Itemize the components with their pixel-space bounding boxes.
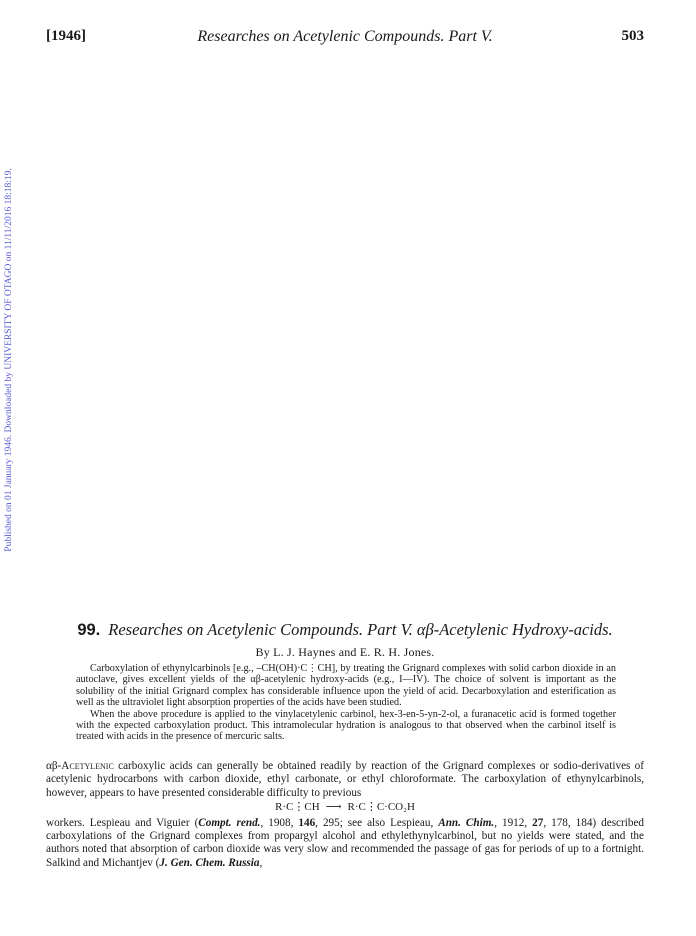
download-notice-text: Published on 01 January 1946. Downloaded by UNIVERSITY OF OTAGO on 11/11/2016 18:18:19. <box>4 168 14 552</box>
download-notice <box>2 140 16 580</box>
article-authors: By L. J. Haynes and E. R. H. Jones. <box>255 645 435 659</box>
equation-product: R·C⋮C·CO₂H <box>347 801 415 814</box>
abstract-paragraph-2: When the above procedure is applied to the vinylacetylenic carbinol, hex-3-en-5-yn-2-ol, a furanacetic acid is formed together with the expected carboxylation product. This intramolecular hydration is analogous to that observed when the carbinol itself is treated with acids in the presence of mercuric salts. <box>76 708 616 743</box>
body-text-run: , 1908, <box>260 816 299 829</box>
reaction-arrow-icon: ⟶ <box>325 801 342 814</box>
body-text-run: , 295; see also Lespieau, <box>315 816 439 829</box>
article-title-text: Researches on Acetylenic Compounds. Part V. αβ-Acetylenic Hydroxy-acids. <box>108 620 613 639</box>
lead-word: Acetylenic <box>61 760 114 772</box>
body-text-run: , 1912, <box>494 816 533 829</box>
header-year: [1946] <box>46 28 86 44</box>
body-text-run: , <box>259 856 263 869</box>
abstract <box>76 663 616 743</box>
reference-journal-1: Compt. rend. <box>198 816 261 829</box>
reference-journal-2: Ann. Chim. <box>438 816 495 829</box>
body-paragraph-1 <box>46 760 644 800</box>
article-title <box>46 620 644 640</box>
reference-journal-3: J. Gen. Chem. Russia <box>159 856 260 869</box>
abstract-paragraph-1: Carboxylation of ethynylcarbinols [e.g., –CH(OH)·C⋮CH], by treating the Grignard complexes with solid carbon dioxide in an autoclave, gives excellent yields of the αβ-acetylenic hydroxy-acids (e.g., I—IV). The choice of solvent is important as the solubility of the initial Grignard complex has considerable influence upon the yield of acid. Decarboxylation and esterification as well as the ultraviolet light absorption properties of the acids have been studied. <box>76 663 616 709</box>
body-text-run: , 178, 184) described carboxylations of the Grignard complexes from propargyl alcohol and ethylethynylcarbinol, but no yields were stated, and the authors noted that absorption of carbon dioxide was very slow and recommended the passage of gas for periods of up to a fortnight. Salkind and Michantjev ( <box>46 816 645 869</box>
reaction-equation <box>46 801 644 814</box>
body-text <box>46 760 644 870</box>
header-running-title: Researches on Acetylenic Compounds. Part V. <box>197 28 493 45</box>
header-page-number: 503 <box>621 28 644 44</box>
reference-volume-1: 146 <box>298 816 316 829</box>
body-paragraph-2 <box>46 817 644 871</box>
reference-volume-2: 27 <box>532 816 544 829</box>
body-text-run: workers. Lespieau and Viguier ( <box>46 816 199 829</box>
equation-reactant: R·C⋮CH <box>275 801 320 814</box>
running-header <box>46 28 644 52</box>
article-number: 99. <box>77 621 101 639</box>
lead-prefix: αβ- <box>46 760 62 772</box>
body-paragraph-1-text: carboxylic acids can generally be obtained readily by reaction of the Grignard complexes or sodio-derivatives of acetylenic hydrocarbons with carbon dioxide, ethyl carbonate, or ethyl chloroformate. The carboxylation of ethynylcarbinols, however, appears to have presented considerable difficulty to previous <box>46 760 644 799</box>
